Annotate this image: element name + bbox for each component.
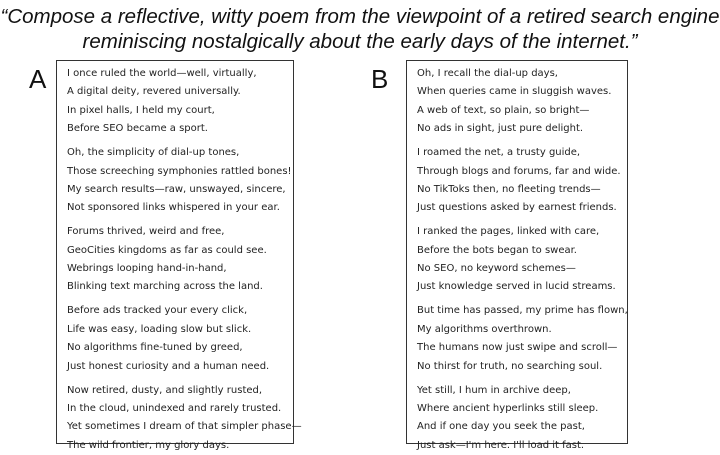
poem-b-line: Just ask—I'm here. I'll load it fast. <box>417 437 627 455</box>
poem-a-line: A digital deity, revered universally. <box>67 83 293 101</box>
poem-b-stanza <box>417 382 627 455</box>
poem-b-stanza <box>417 65 627 139</box>
poem-a-stanza <box>67 144 293 218</box>
poem-b-line: Just questions asked by earnest friends. <box>417 199 627 217</box>
poem-a-line: In the cloud, unindexed and rarely trusted. <box>67 400 293 418</box>
poem-a-stanza <box>67 382 293 455</box>
prompt-line-1: “Compose a reflective, witty poem from the viewpoint of a retired search engine <box>0 4 720 29</box>
poem-a-stanza <box>67 65 293 139</box>
poem-b-line: Through blogs and forums, far and wide. <box>417 163 627 181</box>
poem-b-stanza <box>417 302 627 376</box>
poem-b-line: The humans now just swipe and scroll— <box>417 339 627 357</box>
poem-a-stanza <box>67 223 293 297</box>
poem-b-label: B <box>371 66 388 92</box>
poem-b-line: Just knowledge served in lucid streams. <box>417 278 627 296</box>
poem-b-box <box>406 60 628 444</box>
poem-b-line: I roamed the net, a trusty guide, <box>417 144 627 162</box>
poem-b-line: When queries came in sluggish waves. <box>417 83 627 101</box>
poem-b-line: A web of text, so plain, so bright— <box>417 102 627 120</box>
poem-a-line: In pixel halls, I held my court, <box>67 102 293 120</box>
poem-a-line: My search results—raw, unswayed, sincere, <box>67 181 293 199</box>
poem-a-line: Oh, the simplicity of dial-up tones, <box>67 144 293 162</box>
poem-a-line: Life was easy, loading slow but slick. <box>67 321 293 339</box>
poem-a-line: Now retired, dusty, and slightly rusted, <box>67 382 293 400</box>
poem-a-line: The wild frontier, my glory days. <box>67 437 293 455</box>
poem-b-line: Yet still, I hum in archive deep, <box>417 382 627 400</box>
poem-a-line: Before ads tracked your every click, <box>67 302 293 320</box>
poem-a-line: Webrings looping hand-in-hand, <box>67 260 293 278</box>
poem-b-line: Before the bots began to swear. <box>417 242 627 260</box>
poem-b-line: No thirst for truth, no searching soul. <box>417 358 627 376</box>
poem-b-line: Oh, I recall the dial-up days, <box>417 65 627 83</box>
poem-a-label: A <box>29 66 46 92</box>
poem-a-line: Not sponsored links whispered in your ear. <box>67 199 293 217</box>
poem-b-stanza <box>417 223 627 297</box>
prompt-line-2: reminiscing nostalgically about the early days of the internet.” <box>0 29 720 54</box>
poem-b-line: No SEO, no keyword schemes— <box>417 260 627 278</box>
poem-a-line: GeoCities kingdoms as far as could see. <box>67 242 293 260</box>
poem-a-line: Just honest curiosity and a human need. <box>67 358 293 376</box>
poem-b-line: No ads in sight, just pure delight. <box>417 120 627 138</box>
poem-a-box <box>56 60 294 444</box>
poem-a-line: I once ruled the world—well, virtually, <box>67 65 293 83</box>
poem-b-line: No TikToks then, no fleeting trends— <box>417 181 627 199</box>
poem-b-line: My algorithms overthrown. <box>417 321 627 339</box>
poem-b-line: Where ancient hyperlinks still sleep. <box>417 400 627 418</box>
poem-b-line: And if one day you seek the past, <box>417 418 627 436</box>
poem-a-stanza <box>67 302 293 376</box>
prompt-heading <box>0 4 720 54</box>
poem-b-line: I ranked the pages, linked with care, <box>417 223 627 241</box>
poem-a-line: Forums thrived, weird and free, <box>67 223 293 241</box>
poem-a-line: No algorithms fine-tuned by greed, <box>67 339 293 357</box>
poem-a-line: Those screeching symphonies rattled bones! <box>67 163 293 181</box>
poem-b-stanza <box>417 144 627 218</box>
poem-b-line: But time has passed, my prime has flown, <box>417 302 627 320</box>
poem-a-line: Yet sometimes I dream of that simpler phase— <box>67 418 293 436</box>
poem-a-line: Blinking text marching across the land. <box>67 278 293 296</box>
poem-a-line: Before SEO became a sport. <box>67 120 293 138</box>
